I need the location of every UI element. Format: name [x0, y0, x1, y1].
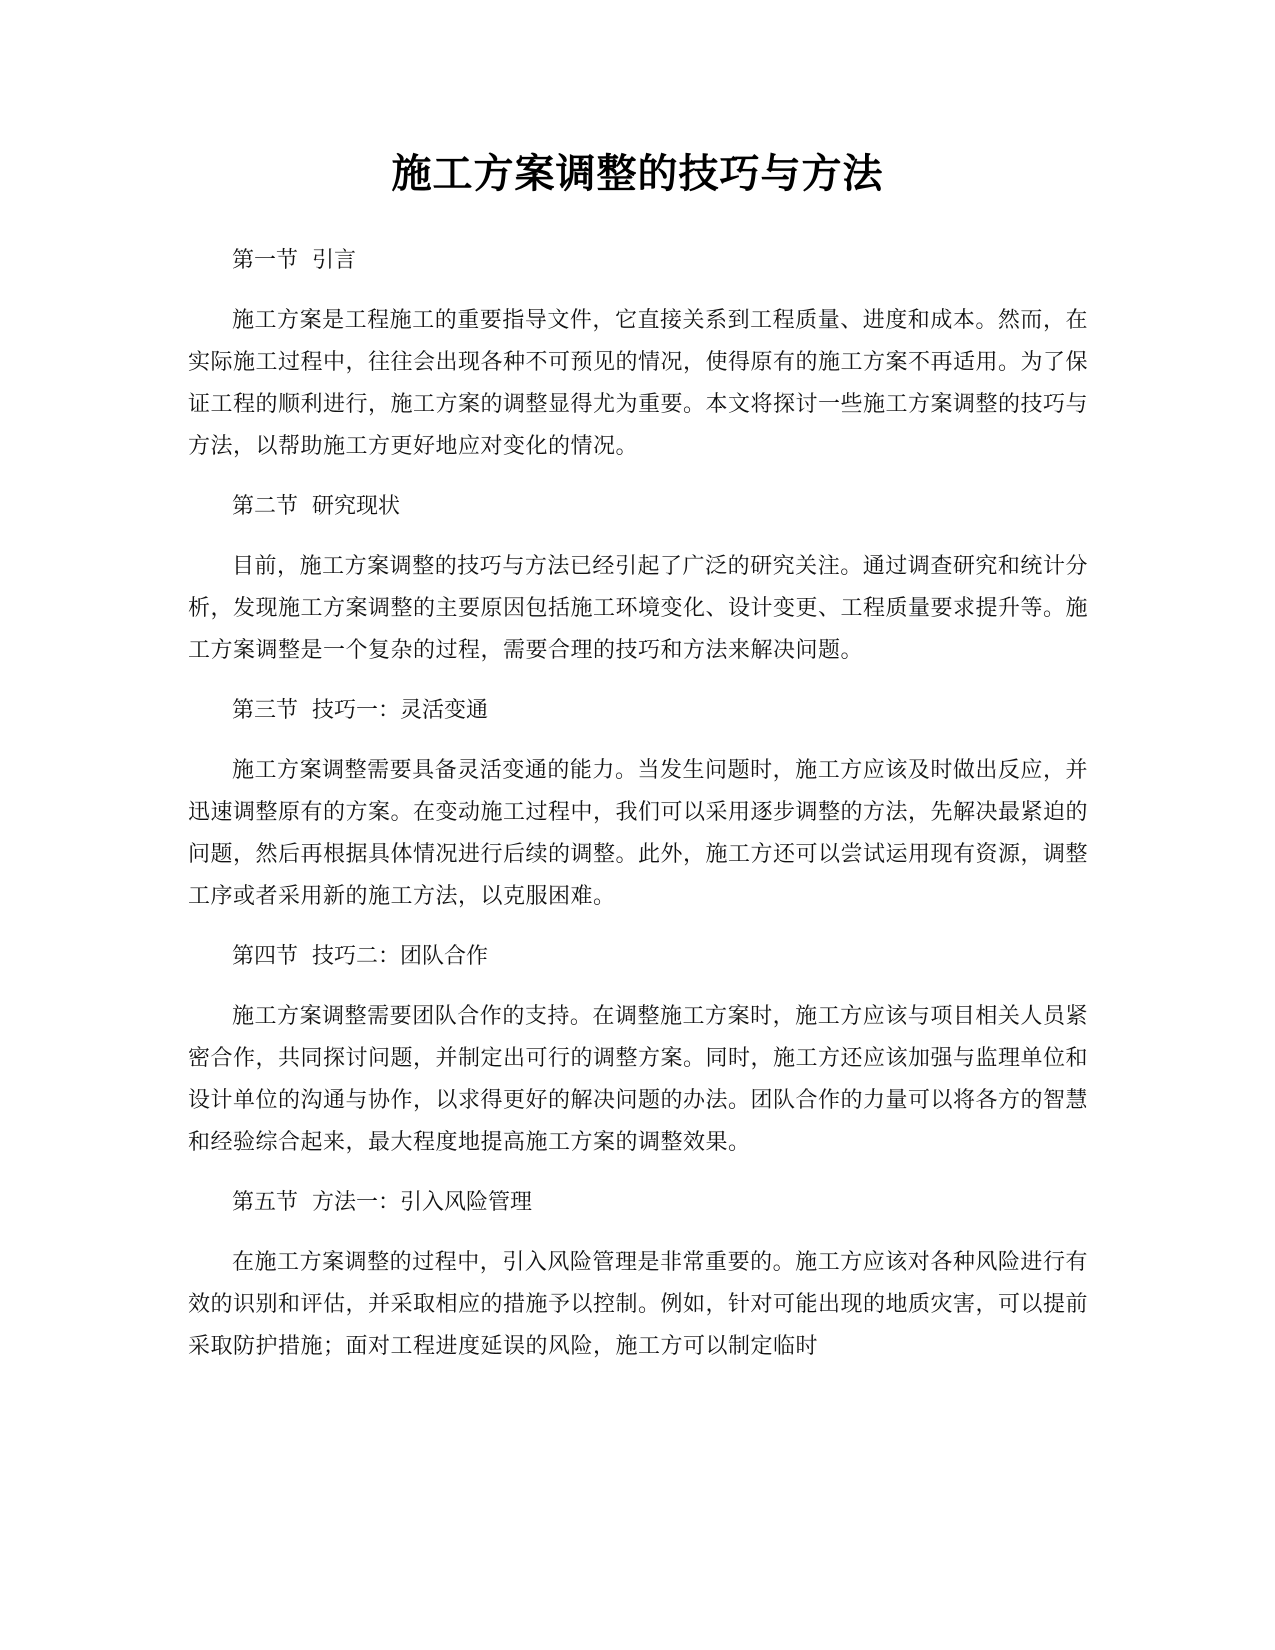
section-technique-teamwork — [188, 936, 1088, 1182]
section-heading: 第五节 方法一：引入风险管理 — [232, 1190, 532, 1215]
section-paragraph: 施工方案是工程施工的重要指导文件，它直接关系到工程质量、进度和成本。然而，在实际施工过程中，往往会出现各种不可预见的情况，使得原有的施工方案不再适用。为了保证工程的顺利进行，施工方案的调整显得尤为重要。本文将探讨一些施工方案调整的技巧与方法，以帮助施工方更好地应对变化的情况。 — [188, 308, 1089, 459]
section-heading: 第二节 研究现状 — [232, 494, 400, 519]
section-research-status — [188, 486, 1088, 690]
section-method-risk-management — [188, 1182, 1088, 1368]
section-heading: 第三节 技巧一：灵活变通 — [232, 698, 488, 723]
section-heading: 第四节 技巧二：团队合作 — [232, 944, 488, 969]
section-paragraph: 施工方案调整需要具备灵活变通的能力。当发生问题时，施工方应该及时做出反应，并迅速调整原有的方案。在变动施工过程中，我们可以采用逐步调整的方法，先解决最紧迫的问题，然后再根据具体情况进行后续的调整。此外，施工方还可以尝试运用现有资源，调整工序或者采用新的施工方法，以克服困难。 — [188, 758, 1089, 909]
section-heading: 第一节 引言 — [232, 248, 356, 273]
section-paragraph: 目前，施工方案调整的技巧与方法已经引起了广泛的研究关注。通过调查研究和统计分析，发现施工方案调整的主要原因包括施工环境变化、设计变更、工程质量要求提升等。施工方案调整是一个复杂的过程，需要合理的技巧和方法来解决问题。 — [188, 554, 1089, 663]
section-paragraph: 施工方案调整需要团队合作的支持。在调整施工方案时，施工方应该与项目相关人员紧密合作，共同探讨问题，并制定出可行的调整方案。同时，施工方还应该加强与监理单位和设计单位的沟通与协作，以求得更好的解决问题的办法。团队合作的力量可以将各方的智慧和经验综合起来，最大程度地提高施工方案的调整效果。 — [188, 1004, 1089, 1155]
section-introduction — [188, 240, 1088, 486]
page-title: 施工方案调整的技巧与方法 — [391, 151, 884, 197]
section-technique-flexibility — [188, 690, 1088, 936]
document-body — [188, 240, 1088, 1368]
section-paragraph: 在施工方案调整的过程中，引入风险管理是非常重要的。施工方应该对各种风险进行有效的识别和评估，并采取相应的措施予以控制。例如，针对可能出现的地质灾害，可以提前采取防护措施；面对工程进度延误的风险，施工方可以制定临时 — [188, 1250, 1089, 1359]
